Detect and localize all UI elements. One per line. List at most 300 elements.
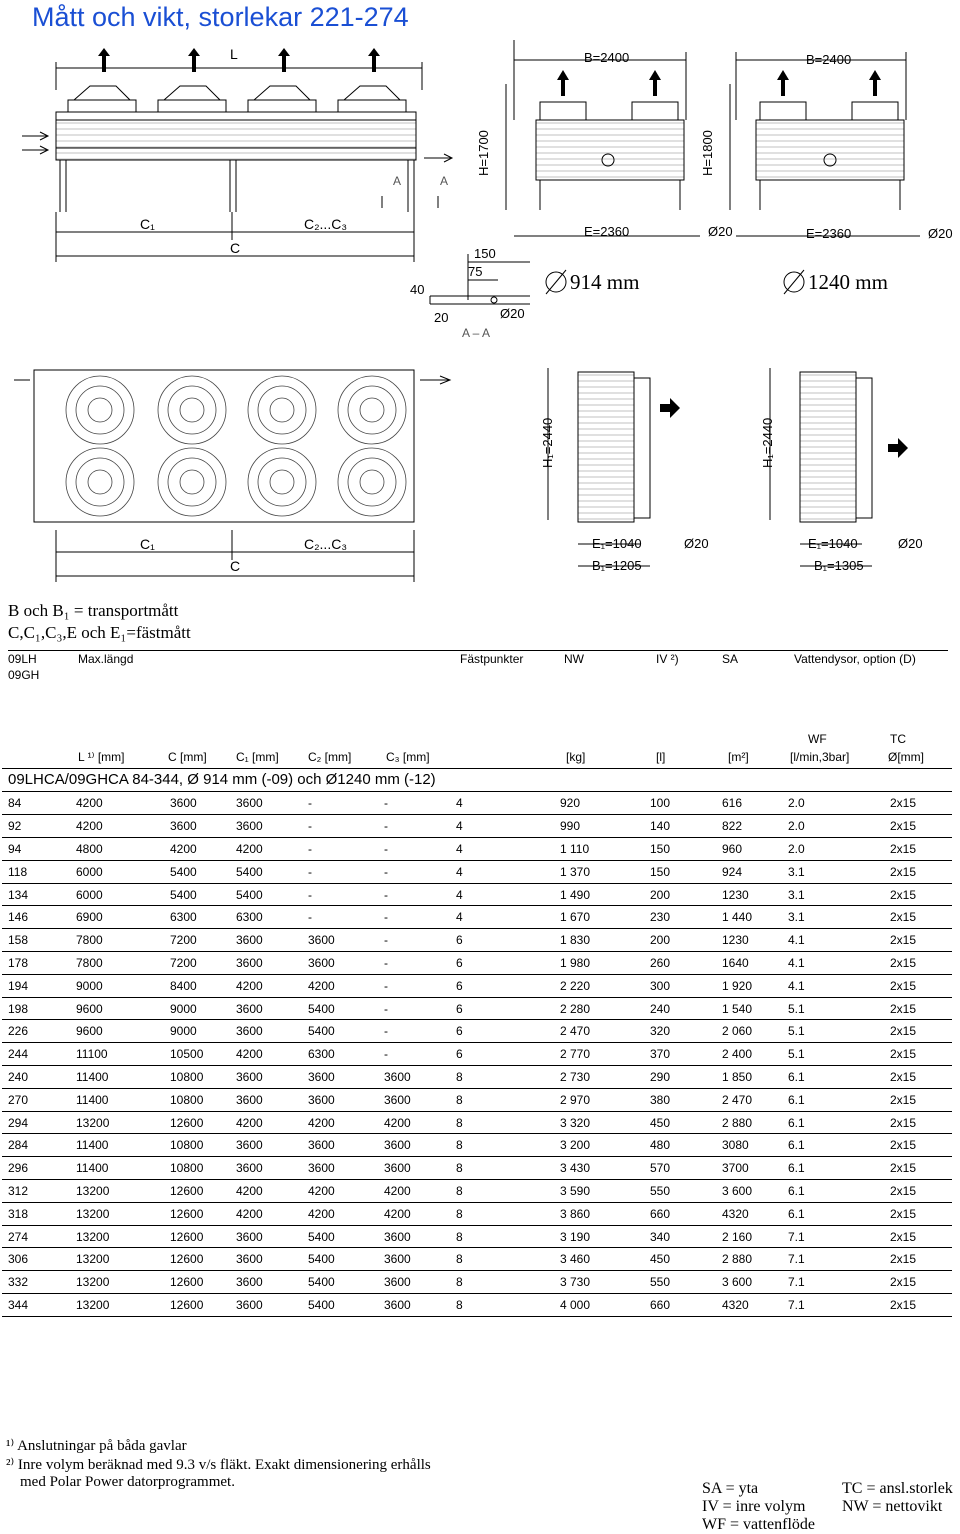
table-cell: 7800 <box>76 929 170 952</box>
table-cell: 13200 <box>76 1248 170 1271</box>
table-cell: 240 <box>650 997 722 1020</box>
label-L: L <box>230 46 238 62</box>
table-cell: 8 <box>456 1225 560 1248</box>
table-cell: 3600 <box>384 1294 456 1317</box>
table-cell: 7.1 <box>788 1225 890 1248</box>
table-cell: 1 850 <box>722 1066 788 1089</box>
dimension-table <box>2 792 952 1317</box>
table-cell: 3 430 <box>560 1157 650 1180</box>
fan-housings <box>68 86 406 112</box>
table-cell: 290 <box>650 1066 722 1089</box>
table-cell: 5400 <box>170 860 236 883</box>
table-cell: 2x15 <box>890 1248 952 1271</box>
detail-150: 150 <box>474 246 496 261</box>
table-cell: 6000 <box>76 883 170 906</box>
plan-view <box>14 370 450 582</box>
table-cell: 6900 <box>76 906 170 929</box>
table-row <box>2 952 952 975</box>
table-cell: 3600 <box>308 952 384 975</box>
table-cell: 340 <box>650 1225 722 1248</box>
table-cell: 6 <box>456 1020 560 1043</box>
label-C1: C₁ <box>140 216 155 232</box>
table-cell: 8 <box>456 1294 560 1317</box>
header-vattendysor: Vattendysor, option (D) <box>794 652 916 666</box>
side-elevation <box>22 48 452 262</box>
detail-40: 40 <box>410 282 425 297</box>
table-cell: 300 <box>650 974 722 997</box>
table-row <box>2 1248 952 1271</box>
table-cell: 13200 <box>76 1294 170 1317</box>
table-cell: 13200 <box>76 1180 170 1203</box>
note-line-1: B och B₁ = transportmått <box>8 601 179 620</box>
table-cell: 146 <box>2 906 76 929</box>
table-cell: - <box>384 974 456 997</box>
plan-C23: C₂...C₃ <box>304 536 348 552</box>
table-cell: 318 <box>2 1202 76 1225</box>
table-cell: 1 490 <box>560 883 650 906</box>
table-cell: 2x15 <box>890 883 952 906</box>
table-cell: 5400 <box>308 1225 384 1248</box>
table-cell: 296 <box>2 1157 76 1180</box>
header-iv: IV ²) <box>656 652 679 666</box>
table-cell: 11400 <box>76 1134 170 1157</box>
table-cell: 274 <box>2 1225 76 1248</box>
table-cell: 306 <box>2 1248 76 1271</box>
table-cell: 2x15 <box>890 838 952 861</box>
table-cell: 270 <box>2 1088 76 1111</box>
table-cell: 10800 <box>170 1088 236 1111</box>
table-cell: 2 400 <box>722 1043 788 1066</box>
table-cell: 4200 <box>308 1111 384 1134</box>
col-kg: [kg] <box>566 750 586 764</box>
table-row <box>2 1202 952 1225</box>
col-C2: C₂ [mm] <box>308 750 352 764</box>
table-cell: 8 <box>456 1202 560 1225</box>
table-cell: 2.0 <box>788 815 890 838</box>
table-row <box>2 1180 952 1203</box>
side1240-B1: B₁=1305 <box>814 558 864 573</box>
table-cell: 2 060 <box>722 1020 788 1043</box>
header-nw: NW <box>564 652 584 666</box>
table-cell: 3 320 <box>560 1111 650 1134</box>
table-cell: 13200 <box>76 1271 170 1294</box>
table-cell: 3 200 <box>560 1134 650 1157</box>
table-cell: 2 470 <box>722 1088 788 1111</box>
table-cell: 4 <box>456 883 560 906</box>
plan-C: C <box>230 558 241 574</box>
table-row <box>2 997 952 1020</box>
table-cell: 2 220 <box>560 974 650 997</box>
side914-H1: H₁=2440 <box>540 417 555 468</box>
table-cell: 92 <box>2 815 76 838</box>
table-cell: 3.1 <box>788 906 890 929</box>
table-row <box>2 1294 952 1317</box>
table-cell: 570 <box>650 1157 722 1180</box>
table-cell: 158 <box>2 929 76 952</box>
table-cell: 3600 <box>236 1020 308 1043</box>
col-L: L ¹⁾ [mm] <box>78 750 125 764</box>
table-cell: 4200 <box>384 1180 456 1203</box>
side1240-E1: E₁=1040 <box>808 536 858 551</box>
col-m2: [m²] <box>728 750 749 764</box>
table-cell: 5.1 <box>788 1043 890 1066</box>
model-label-1: 09LH <box>8 652 37 666</box>
table-cell: 4200 <box>170 838 236 861</box>
table-cell: 84 <box>2 792 76 815</box>
table-cell: 3600 <box>308 1088 384 1111</box>
table-cell: 3600 <box>236 1248 308 1271</box>
table-row <box>2 860 952 883</box>
table-cell: 4 <box>456 838 560 861</box>
table-cell: 2x15 <box>890 929 952 952</box>
table-cell: 2x15 <box>890 1111 952 1134</box>
header-maxlen: Max.längd <box>78 652 134 666</box>
end1240-E: E=2360 <box>806 226 852 241</box>
table-cell: 3600 <box>170 815 236 838</box>
table-cell: 924 <box>722 860 788 883</box>
table-cell: 822 <box>722 815 788 838</box>
table-cell: 6.1 <box>788 1111 890 1134</box>
table-cell: 4 <box>456 792 560 815</box>
table-cell: 3600 <box>236 1157 308 1180</box>
table-cell: 294 <box>2 1111 76 1134</box>
table-cell: 6 <box>456 952 560 975</box>
table-cell: 12600 <box>170 1202 236 1225</box>
table-cell: 3600 <box>236 815 308 838</box>
col-l: [l] <box>656 750 666 764</box>
label-C: C <box>230 240 241 256</box>
plan-C1: C₁ <box>140 536 155 552</box>
table-cell: 4200 <box>76 815 170 838</box>
table-cell: 134 <box>2 883 76 906</box>
legend-nw: NW = nettovikt <box>842 1498 943 1515</box>
table-cell: 4 <box>456 906 560 929</box>
table-cell: 198 <box>2 997 76 1020</box>
table-cell: 4200 <box>384 1111 456 1134</box>
table-row <box>2 1111 952 1134</box>
end1240-D: Ø20 <box>928 226 953 241</box>
table-cell: 7.1 <box>788 1248 890 1271</box>
table-cell: 1 830 <box>560 929 650 952</box>
table-cell: 2x15 <box>890 815 952 838</box>
table-row <box>2 883 952 906</box>
table-cell: 150 <box>650 838 722 861</box>
side914-E1: E₁=1040 <box>592 536 642 551</box>
end914-H: H=1700 <box>476 130 491 176</box>
table-cell: 13200 <box>76 1202 170 1225</box>
end1240-H: H=1800 <box>700 130 715 176</box>
table-cell: - <box>384 906 456 929</box>
table-cell: - <box>384 838 456 861</box>
table-row <box>2 929 952 952</box>
col-tc: Ø[mm] <box>888 750 924 764</box>
table-cell: - <box>308 860 384 883</box>
table-row <box>2 815 952 838</box>
table-cell: 140 <box>650 815 722 838</box>
table-cell: - <box>308 838 384 861</box>
table-cell: 6300 <box>236 906 308 929</box>
table-cell: 8 <box>456 1134 560 1157</box>
table-cell: 260 <box>650 952 722 975</box>
table-cell: 3600 <box>384 1066 456 1089</box>
table-cell: - <box>384 815 456 838</box>
table-cell: 3600 <box>236 1088 308 1111</box>
footnote-1: ¹⁾ Anslutningar på båda gavlar <box>6 1438 187 1454</box>
table-cell: 12600 <box>170 1225 236 1248</box>
table-cell: 3600 <box>308 929 384 952</box>
table-cell: 240 <box>2 1066 76 1089</box>
table-cell: 2x15 <box>890 1020 952 1043</box>
table-cell: 8 <box>456 1248 560 1271</box>
table-row <box>2 792 952 815</box>
table-cell: 8400 <box>170 974 236 997</box>
table-cell: 1 540 <box>722 997 788 1020</box>
table-cell: - <box>308 792 384 815</box>
col-C1: C₁ [mm] <box>236 750 279 764</box>
table-row <box>2 1066 952 1089</box>
table-cell: 4200 <box>236 1180 308 1203</box>
table-row <box>2 1043 952 1066</box>
table-row <box>2 1225 952 1248</box>
table-cell: - <box>384 1043 456 1066</box>
table-cell: 6 <box>456 1043 560 1066</box>
table-cell: 3600 <box>308 1157 384 1180</box>
table-cell: 4.1 <box>788 974 890 997</box>
table-cell: 6300 <box>170 906 236 929</box>
fan-diameter-1240: 1240 mm <box>808 270 888 294</box>
table-cell: 4320 <box>722 1294 788 1317</box>
table-cell: 2x15 <box>890 1225 952 1248</box>
table-cell: 284 <box>2 1134 76 1157</box>
page-title: Mått och vikt, storlekar 221-274 <box>32 2 409 32</box>
table-cell: 4200 <box>76 792 170 815</box>
table-cell: 4200 <box>308 974 384 997</box>
table-cell: 1640 <box>722 952 788 975</box>
table-cell: 8 <box>456 1271 560 1294</box>
table-cell: 960 <box>722 838 788 861</box>
table-body <box>2 792 952 1316</box>
detail-75: 75 <box>468 264 483 279</box>
table-row <box>2 1020 952 1043</box>
table-cell: - <box>384 883 456 906</box>
table-cell: 11400 <box>76 1066 170 1089</box>
table-cell: 1 440 <box>722 906 788 929</box>
table-cell: 3.1 <box>788 860 890 883</box>
table-cell: 13200 <box>76 1225 170 1248</box>
table-cell: 3600 <box>236 1225 308 1248</box>
table-row <box>2 1157 952 1180</box>
table-cell: - <box>384 792 456 815</box>
table-cell: 13200 <box>76 1111 170 1134</box>
table-cell: 6.1 <box>788 1202 890 1225</box>
table-cell: 3600 <box>384 1134 456 1157</box>
table-cell: - <box>384 929 456 952</box>
table-cell: 3 590 <box>560 1180 650 1203</box>
table-cell: 6 <box>456 997 560 1020</box>
table-cell: 1230 <box>722 929 788 952</box>
col-wf-top: WF <box>808 732 827 746</box>
table-cell: 4200 <box>308 1180 384 1203</box>
table-cell: 2x15 <box>890 997 952 1020</box>
transport-notes <box>8 600 191 644</box>
table-cell: 2x15 <box>890 860 952 883</box>
table-cell: 3600 <box>384 1157 456 1180</box>
table-cell: 150 <box>650 860 722 883</box>
table-cell: 480 <box>650 1134 722 1157</box>
table-cell: 2x15 <box>890 1202 952 1225</box>
table-cell: 2x15 <box>890 1180 952 1203</box>
table-cell: 7.1 <box>788 1294 890 1317</box>
table-cell: 94 <box>2 838 76 861</box>
label-section-A2: A <box>440 174 449 188</box>
table-cell: 320 <box>650 1020 722 1043</box>
table-cell: 12600 <box>170 1271 236 1294</box>
table-cell: 1 980 <box>560 952 650 975</box>
table-cell: - <box>384 997 456 1020</box>
detail-20: 20 <box>434 310 449 325</box>
table-cell: 450 <box>650 1111 722 1134</box>
table-cell: 2x15 <box>890 974 952 997</box>
table-cell: 9600 <box>76 1020 170 1043</box>
table-cell: 5400 <box>308 1271 384 1294</box>
table-cell: 7200 <box>170 952 236 975</box>
table-cell: 2.0 <box>788 838 890 861</box>
end914-B: B=2400 <box>584 50 630 65</box>
table-cell: 5.1 <box>788 1020 890 1043</box>
table-cell: 3600 <box>236 1271 308 1294</box>
table-cell: - <box>308 815 384 838</box>
table-cell: 2 970 <box>560 1088 650 1111</box>
model-label-2: 09GH <box>8 668 40 682</box>
table-cell: 2x15 <box>890 1066 952 1089</box>
table-cell: 3 600 <box>722 1271 788 1294</box>
table-cell: 4200 <box>308 1202 384 1225</box>
table-cell: - <box>308 883 384 906</box>
table-cell: 6 <box>456 929 560 952</box>
table-cell: 5400 <box>236 860 308 883</box>
table-cell: 10800 <box>170 1157 236 1180</box>
table-cell: 3600 <box>236 929 308 952</box>
legend-wf: WF = vattenflöde <box>702 1516 815 1533</box>
table-row <box>2 1271 952 1294</box>
legend-sa: SA = yta <box>702 1480 759 1497</box>
table-cell: 1 110 <box>560 838 650 861</box>
table-cell: 1230 <box>722 883 788 906</box>
table-cell: 11400 <box>76 1157 170 1180</box>
table-cell: 4200 <box>236 1202 308 1225</box>
table-cell: 6.1 <box>788 1180 890 1203</box>
section-title: 09LHCA/09GHCA 84-344, Ø 914 mm (-09) och Ø1240 mm (-12) <box>2 768 952 792</box>
table-cell: 200 <box>650 929 722 952</box>
table-cell: 7.1 <box>788 1271 890 1294</box>
table-cell: 11400 <box>76 1088 170 1111</box>
table-cell: 1 370 <box>560 860 650 883</box>
col-wf: [l/min,3bar] <box>790 750 850 764</box>
table-cell: 178 <box>2 952 76 975</box>
legend-iv: IV = inre volym <box>702 1498 806 1515</box>
table-cell: 200 <box>650 883 722 906</box>
table-cell: 3600 <box>308 1066 384 1089</box>
table-cell: 11100 <box>76 1043 170 1066</box>
table-cell: 4200 <box>236 838 308 861</box>
table-cell: 100 <box>650 792 722 815</box>
table-cell: 3600 <box>236 1294 308 1317</box>
table-cell: 12600 <box>170 1294 236 1317</box>
table-cell: 344 <box>2 1294 76 1317</box>
table-cell: 616 <box>722 792 788 815</box>
table-row <box>2 974 952 997</box>
table-cell: 312 <box>2 1180 76 1203</box>
table-cell: 6.1 <box>788 1157 890 1180</box>
table-cell: 9000 <box>170 997 236 1020</box>
table-column-headers <box>2 728 952 768</box>
table-cell: 3 190 <box>560 1225 650 1248</box>
end914-E: E=2360 <box>584 224 630 239</box>
table-cell: 8 <box>456 1180 560 1203</box>
table-cell: 3080 <box>722 1134 788 1157</box>
table-cell: 4.1 <box>788 952 890 975</box>
table-cell: 7800 <box>76 952 170 975</box>
table-cell: 5400 <box>170 883 236 906</box>
table-cell: 660 <box>650 1202 722 1225</box>
table-cell: 3600 <box>236 1066 308 1089</box>
table-cell: 2x15 <box>890 952 952 975</box>
side914-D: Ø20 <box>684 536 709 551</box>
table-cell: 5400 <box>236 883 308 906</box>
table-cell: 6.1 <box>788 1088 890 1111</box>
table-cell: 118 <box>2 860 76 883</box>
table-cell: 2x15 <box>890 792 952 815</box>
table-cell: 10800 <box>170 1066 236 1089</box>
table-cell: 550 <box>650 1180 722 1203</box>
table-cell: 5400 <box>308 1248 384 1271</box>
table-cell: - <box>384 952 456 975</box>
section-detail <box>430 254 530 304</box>
table-cell: 9000 <box>76 974 170 997</box>
footnote-2: ²⁾ Inre volym beräknad med 9.3 v/s fläkt. Exakt dimensionering erhålls <box>6 1457 431 1473</box>
table-cell: 990 <box>560 815 650 838</box>
detail-dia: Ø20 <box>500 306 525 321</box>
table-cell: 6300 <box>308 1043 384 1066</box>
table-cell: 3600 <box>384 1088 456 1111</box>
table-cell: 4 000 <box>560 1294 650 1317</box>
footnote-3: med Polar Power datorprogrammet. <box>20 1474 235 1490</box>
table-cell: 920 <box>560 792 650 815</box>
header-sa: SA <box>722 652 739 666</box>
label-section-A1: A <box>393 174 402 188</box>
note-line-2: C,C₁,C₃,E och E₁=fästmått <box>8 623 191 642</box>
table-cell: 2 160 <box>722 1225 788 1248</box>
table-row <box>2 906 952 929</box>
table-cell: 10800 <box>170 1134 236 1157</box>
table-cell: 3600 <box>384 1248 456 1271</box>
end914-D: Ø20 <box>708 224 733 239</box>
table-cell: 9600 <box>76 997 170 1020</box>
table-cell: 4200 <box>236 974 308 997</box>
dimension-drawings <box>0 40 960 600</box>
side914-B1: B₁=1205 <box>592 558 642 573</box>
table-cell: 6.1 <box>788 1066 890 1089</box>
table-cell: 4200 <box>236 1111 308 1134</box>
table-cell: 1 920 <box>722 974 788 997</box>
fan-diameter-914: 914 mm <box>570 270 640 294</box>
header-fastpunkter: Fästpunkter <box>460 652 524 666</box>
table-cell: 6000 <box>76 860 170 883</box>
table-cell: 8 <box>456 1088 560 1111</box>
table-cell: 10500 <box>170 1043 236 1066</box>
table-cell: 2 470 <box>560 1020 650 1043</box>
table-cell: 8 <box>456 1157 560 1180</box>
